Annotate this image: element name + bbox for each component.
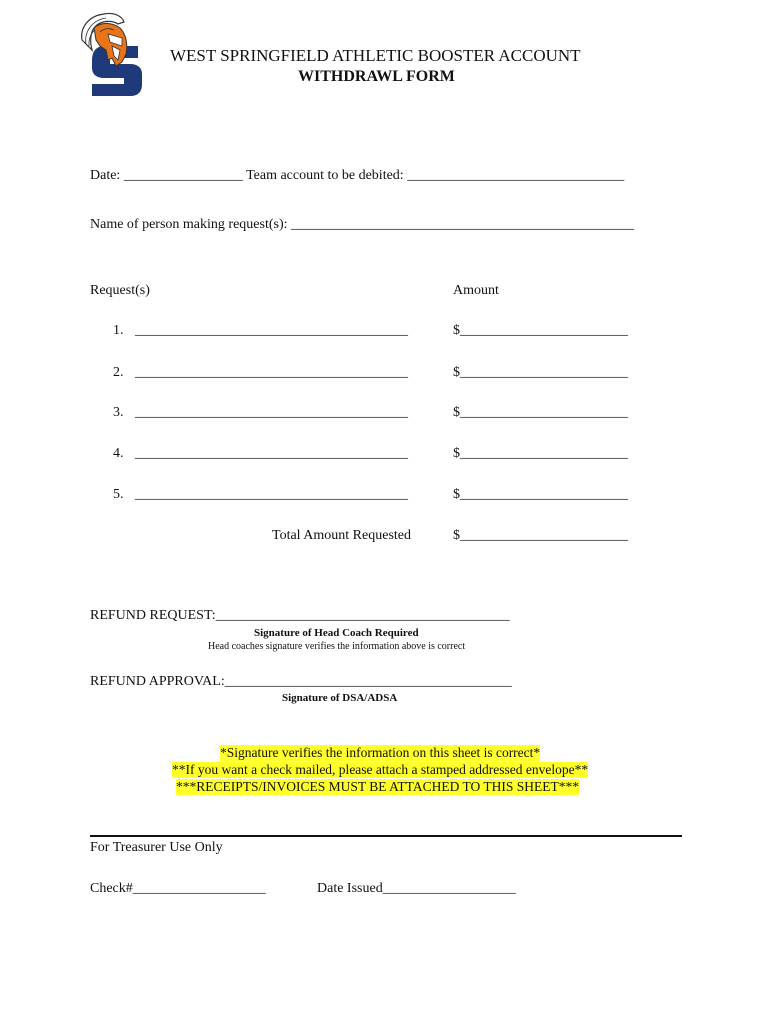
requester-name-field[interactable]: Name of person making request(s): _________________________________________________ [90,217,634,232]
dsa-signature-label: Signature of DSA/ADSA [282,692,398,704]
total-amount-field[interactable]: $________________________ [453,528,628,543]
date-team-field[interactable]: Date: _________________ Team account to be debited: _______________________________ [90,168,625,183]
requests-column-header: Request(s) [90,283,150,298]
amount-field[interactable]: $________________________ [453,323,628,338]
form-title: WEST SPRINGFIELD ATHLETIC BOOSTER ACCOUNT [170,46,581,65]
notice-signature-verifies: *Signature verifies the information on this sheet is correct* [220,745,541,760]
request-line-field[interactable]: _______________________________________ [135,487,408,502]
request-line-field[interactable]: _______________________________________ [135,405,408,420]
amount-field[interactable]: $________________________ [453,487,628,502]
amount-column-header: Amount [453,283,499,298]
request-row-number: 4. [113,446,124,461]
check-number-field[interactable]: Check#___________________ [90,881,266,896]
head-coach-signature-label: Signature of Head Coach Required [254,627,419,639]
request-row-number: 2. [113,365,124,380]
treasurer-heading: For Treasurer Use Only [90,840,223,855]
request-row-number: 1. [113,323,124,338]
request-line-field[interactable]: _______________________________________ [135,323,408,338]
spartan-helmet-s-logo-icon [78,10,144,100]
notice-check-mailed: **If you want a check mailed, please attach a stamped addressed envelope** [172,762,589,777]
refund-approval-signature-field[interactable]: REFUND APPROVAL:_________________________________________ [90,674,512,689]
date-issued-field[interactable]: Date Issued___________________ [317,881,516,896]
request-line-field[interactable]: _______________________________________ [135,446,408,461]
treasurer-divider [90,835,682,837]
request-row-number: 5. [113,487,124,502]
refund-request-signature-field[interactable]: REFUND REQUEST:__________________________________________ [90,608,510,623]
amount-field[interactable]: $________________________ [453,446,628,461]
form-subtitle: WITHDRAWL FORM [298,68,455,85]
request-line-field[interactable]: _______________________________________ [135,365,408,380]
total-amount-label: Total Amount Requested [272,528,412,543]
notice-receipts-attached: ***RECEIPTS/INVOICES MUST BE ATTACHED TO THIS SHEET*** [176,779,579,794]
amount-field[interactable]: $________________________ [453,405,628,420]
head-coach-note: Head coaches signature verifies the information above is correct [208,641,466,652]
request-row-number: 3. [113,405,124,420]
amount-field[interactable]: $________________________ [453,365,628,380]
